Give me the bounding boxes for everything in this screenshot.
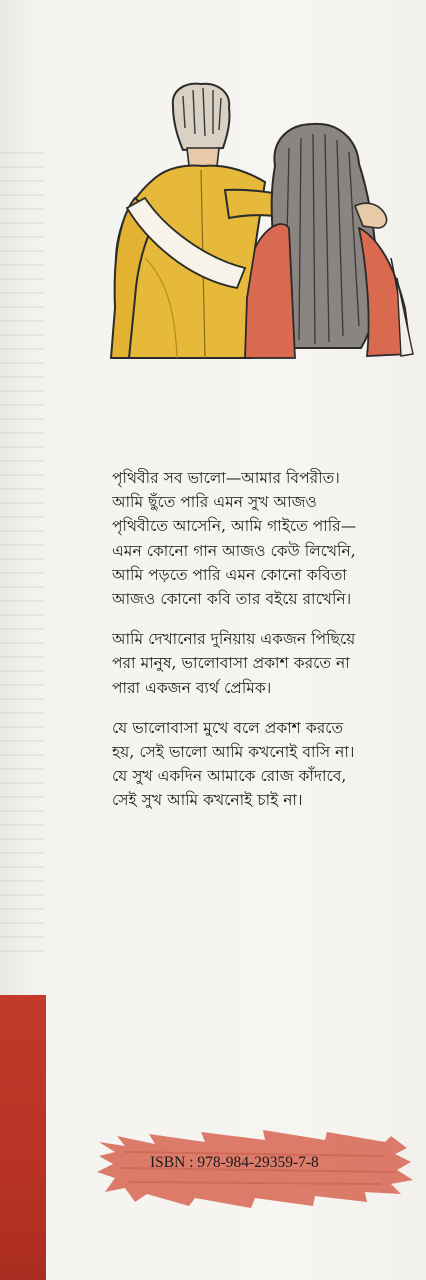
blurb-paragraph-2	[112, 627, 416, 700]
isbn-badge	[95, 1122, 415, 1212]
blurb-line: এমন কোনো গান আজও কেউ লিখেনি,	[112, 541, 356, 560]
blurb-line: আজও কোনো কবি তার বইয়ে রাখেনি।	[112, 590, 352, 609]
couple-illustration	[105, 78, 415, 368]
blurb-line: যে সুখ একদিন আমাকে রোজ কাঁদাবে,	[112, 767, 347, 786]
blurb-line: হয়, সেই ভালো আমি কখনোই বাসি না।	[112, 743, 355, 762]
blurb-line: পরা মানুষ, ভালোবাসা প্রকাশ করতে না	[112, 654, 350, 673]
blurb-line: যে ভালোবাসা মুখে বলে প্রকাশ করতে	[112, 718, 344, 737]
blurb-paragraph-1	[112, 466, 416, 611]
spine-texture	[0, 140, 44, 960]
blurb-paragraph-3	[112, 716, 416, 813]
blurb-text	[112, 466, 416, 829]
blurb-line: পৃথিবীর সব ভালো—আমার বিপরীত।	[112, 469, 340, 487]
blurb-line: আমি ছুঁতে পারি এমন সুখ আজও	[112, 493, 317, 512]
blurb-line: আমি দেখানোর দুনিয়ায় একজন পিছিয়ে	[112, 630, 356, 649]
blurb-line: পারা একজন ব্যর্থ প্রেমিক।	[112, 678, 272, 697]
man-hair	[173, 84, 230, 150]
spine-red-band	[0, 995, 46, 1280]
isbn-number: ISBN : 978-984-29359-7-8	[150, 1154, 319, 1171]
blurb-line: আমি পড়তে পারি এমন কোনো কবিতা	[112, 565, 347, 584]
blurb-line: সেই সুখ আমি কখনোই চাই না।	[112, 791, 303, 810]
blurb-line: পৃথিবীতে আসেনি, আমি গাইতে পারি—	[112, 517, 357, 536]
